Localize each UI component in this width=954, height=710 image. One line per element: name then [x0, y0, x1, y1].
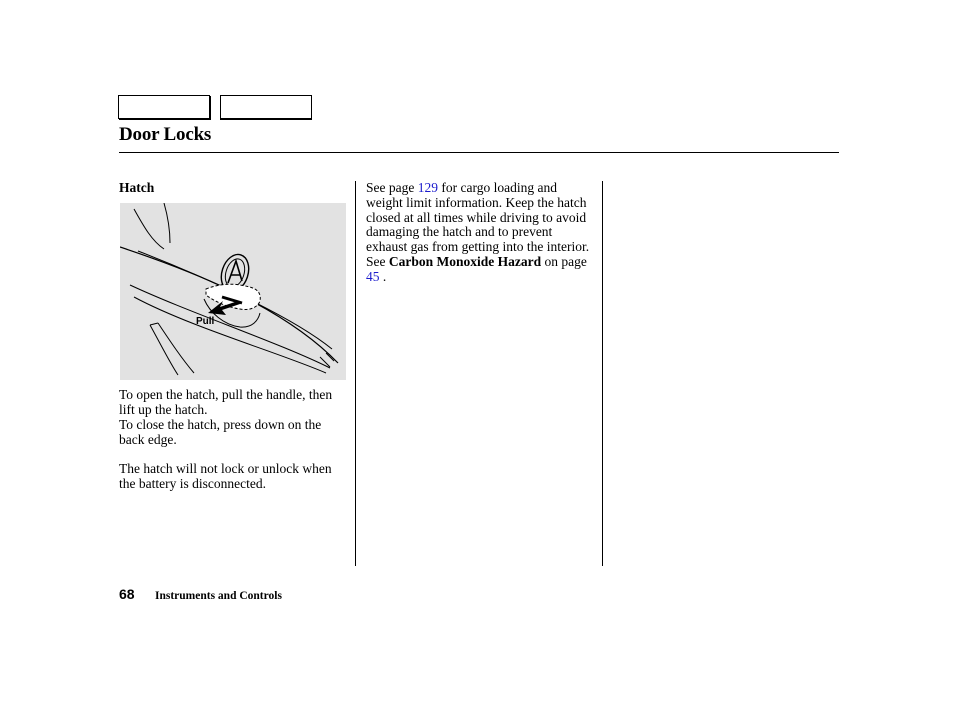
close-hatch-instruction: To close the hatch, press down on the back edge.: [119, 417, 322, 447]
title-divider: [119, 152, 839, 153]
period-text: .: [382, 268, 387, 284]
battery-note: The hatch will not lock or unlock when the battery is disconnected.: [119, 461, 332, 491]
column-divider-left: [355, 181, 356, 566]
page-number: 68: [119, 586, 135, 602]
see-page-text: See page: [366, 180, 415, 195]
page-title: Door Locks: [119, 124, 212, 145]
hazard-reference: Carbon Monoxide Hazard: [388, 253, 542, 269]
column-divider-right: [602, 181, 603, 566]
toc-nav-button[interactable]: [220, 95, 312, 119]
back-nav-button[interactable]: [118, 95, 210, 119]
cargo-text: for cargo loading and weight limit information. Keep the hatch closed at all times while driving to avoid damaging the hatch and to prevent exhaust gas from getting into the interior. See: [366, 180, 590, 269]
footer-section-name: Instruments and Controls: [155, 590, 282, 602]
page-link-129[interactable]: 129: [417, 180, 438, 195]
cargo-warning-paragraph: [366, 181, 596, 285]
open-hatch-instruction: To open the hatch, pull the handle, then lift up the hatch.: [119, 387, 333, 417]
section-heading: Hatch: [119, 180, 155, 195]
on-page-text: on page: [544, 253, 587, 269]
hatch-illustration: [120, 203, 346, 380]
pull-label: Pull: [196, 316, 215, 327]
page-link-45[interactable]: 45: [366, 268, 380, 284]
